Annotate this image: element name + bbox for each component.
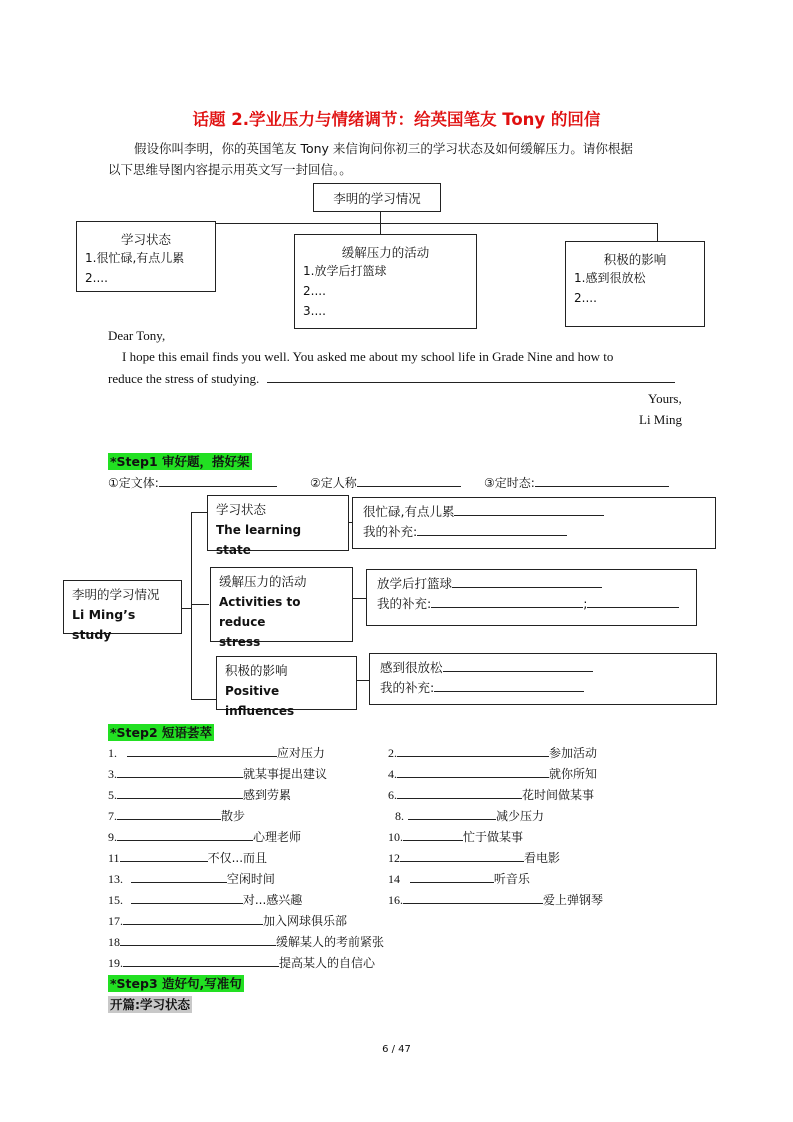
phrase-item: 9. 心理老师 [108,830,302,844]
phrase-item: 10. 忙于做某事 [388,830,524,844]
step1-genre: ①定文体: [108,474,277,491]
phrase-item: 15. 对...感兴趣 [108,893,303,907]
letter-salutation: Dear Tony, [108,328,166,343]
intro-line-1: 假设你叫李明，你的英国笔友 Tony 来信询问你初三的学习状态及如何缓解压力。请你根据 [134,141,633,156]
mindmap2-node-influences: 积极的影响 Positive influences [216,656,357,710]
phrase-item: 18 缓解某人的考前紧张 [108,935,385,949]
mindmap-root: 李明的学习情况 [313,183,441,212]
mindmap-branch-activities: 缓解压力的活动 1.放学后打篮球 2.... 3.... [294,234,477,329]
mindmap2-node-learning: 学习状态 The learning state [207,495,349,551]
phrase-item: 2. 参加活动 [388,746,598,760]
letter-body-line-2: reduce the stress of studying. [108,370,675,387]
phrase-item: 1. 应对压力 [108,746,325,760]
phrase-item: 13. 空闲时间 [108,872,275,886]
phrase-item: 8. 减少压力 [395,809,545,823]
answer-line[interactable] [267,370,675,383]
phrase-item: 17. 加入网球俱乐部 [108,914,348,928]
letter-closing: Yours, [648,391,682,406]
letter-signature: Li Ming [639,412,682,427]
phrase-item: 7. 散步 [108,809,246,823]
mindmap2-row-learning: 很忙碌,有点儿累 我的补充: [352,497,716,549]
phrase-item: 11 不仅...而且 [108,851,268,865]
mindmap2-row-influences: 感到很放松 我的补充: [369,653,717,705]
letter-body-line-1: I hope this email finds you well. You asked me about my school life in Grade Nine and how to [122,349,614,364]
step2-label: *Step2 短语荟萃 [110,725,212,740]
step3-subheading: 开篇:学习状态 [110,997,190,1012]
phrase-item: 6. 花时间做某事 [388,788,595,802]
intro-line-2: 以下思维导图内容提示用英文写一封回信。。 [108,162,352,177]
mindmap-branch-learning: 学习状态 1.很忙碌,有点儿累 2.... [76,221,216,292]
phrase-item: 16. 爱上弹钢琴 [388,893,604,907]
mindmap2-root: 李明的学习情况 Li Ming’s study [63,580,182,634]
page-title: 话题 2.学业压力与情绪调节：给英国笔友 Tony 的回信 [192,110,601,129]
mindmap-branch-influences: 积极的影响 1.感到很放松 2.... [565,241,705,327]
phrase-item: 5. 感到劳累 [108,788,292,802]
phrase-item: 12 看电影 [388,851,561,865]
step1-label: *Step1 审好题，搭好架 [110,454,250,469]
phrase-item: 19. 提高某人的自信心 [108,956,376,970]
mindmap2-node-activities: 缓解压力的活动 Activities to reduce stress [210,567,353,642]
phrase-item: 14 听音乐 [388,872,530,886]
phrase-item: 4. 就你所知 [388,767,598,781]
phrase-item: 3. 就某事提出建议 [108,767,328,781]
mindmap2-row-activities: 放学后打篮球 我的补充: ; [366,569,697,626]
step1-person: ②定人称 [310,474,461,491]
step3-label: *Step3 造好句,写准句 [110,976,242,991]
step1-tense: ③定时态: [484,474,669,491]
page-number: 6 / 47 [382,1044,411,1055]
